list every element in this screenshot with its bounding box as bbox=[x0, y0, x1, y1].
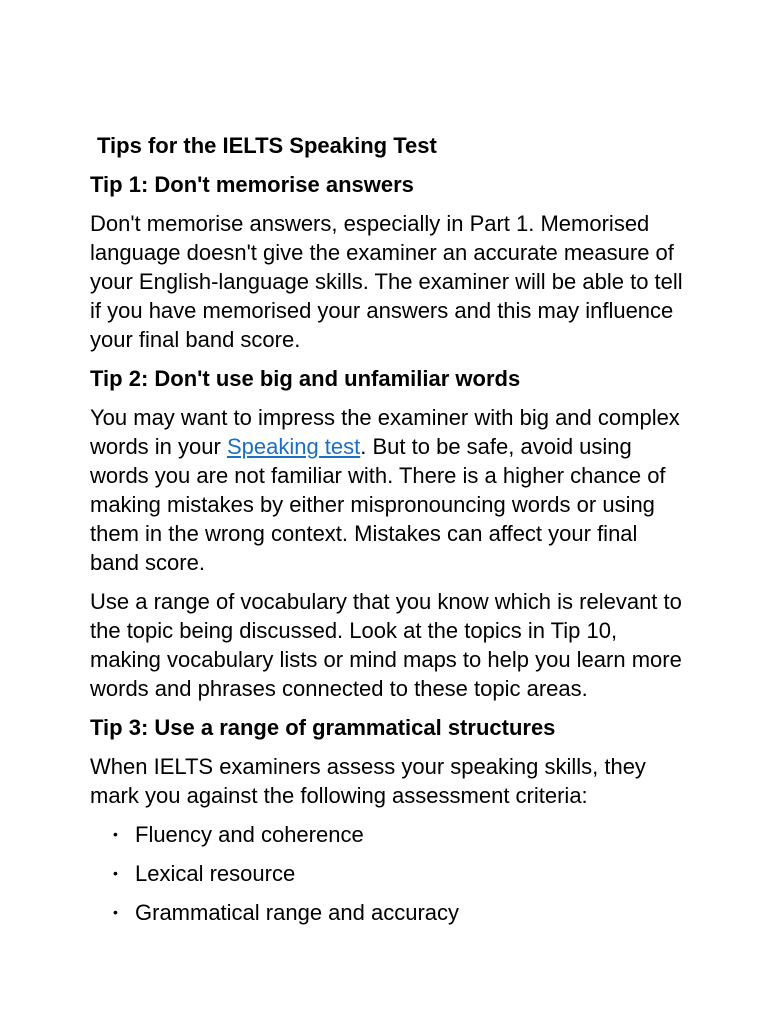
tip2-heading: Tip 2: Don't use big and unfamiliar words bbox=[90, 366, 521, 391]
bullet-icon: • bbox=[113, 865, 118, 881]
list-item bbox=[90, 859, 684, 888]
criteria-label: Grammatical range and accuracy bbox=[135, 900, 460, 925]
bullet-icon: • bbox=[113, 904, 118, 920]
list-item bbox=[90, 898, 684, 927]
tip2-paragraph-1-start: You may want to impress the examiner with big and complex words in your bbox=[90, 405, 680, 459]
tip1-paragraph: Don't memorise answers, especially in Part 1. Memorised language doesn't give the examiner an accurate measure of your English-language skills. The examiner will be able to tell if you have memorised your answers and this may influence your final band score. bbox=[90, 211, 683, 352]
assessment-criteria-list bbox=[90, 820, 684, 927]
tip3-paragraph: When IELTS examiners assess your speaking skills, they mark you against the following assessment criteria: bbox=[90, 754, 646, 808]
criteria-label: Fluency and coherence bbox=[135, 822, 364, 847]
tip3-heading: Tip 3: Use a range of grammatical structures bbox=[90, 715, 556, 740]
criteria-label: Lexical resource bbox=[135, 861, 296, 886]
document-title: Tips for the IELTS Speaking Test bbox=[97, 133, 437, 158]
speaking-test-link[interactable]: Speaking test bbox=[226, 434, 361, 459]
list-item bbox=[90, 820, 684, 849]
tip2-paragraph-1 bbox=[90, 403, 684, 577]
tip1-heading: Tip 1: Don't memorise answers bbox=[90, 172, 414, 197]
tip2-paragraph-2: Use a range of vocabulary that you know which is relevant to the topic being discussed. Look at the topics in Tip 10, making vocabulary lists or mind maps to help you learn more words and phrases connected to these topic areas. bbox=[90, 589, 682, 701]
tip2-paragraph-1-end: . But to be safe, avoid using words you are not familiar with. There is a higher chance of making mistakes by either mispronouncing words or using them in the wrong context. Mistakes can affect your final band score. bbox=[90, 434, 666, 575]
bullet-icon: • bbox=[113, 826, 118, 842]
